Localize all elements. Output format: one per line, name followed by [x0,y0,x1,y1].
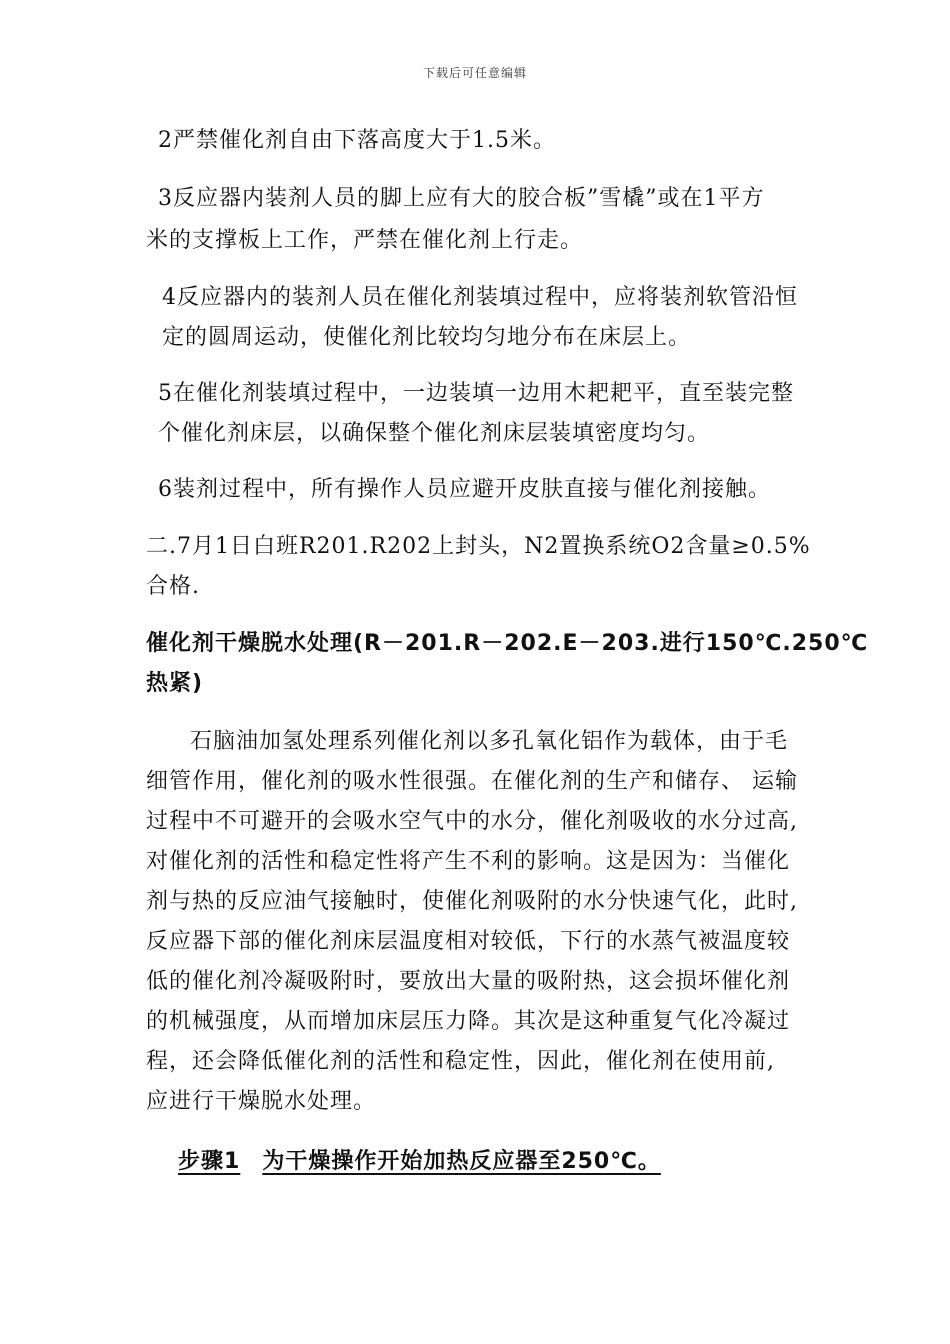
step-text: 为干燥操作开始加热反应器至250℃。 [262,1149,661,1174]
list-item-3-line-2: 米的支撑板上工作，严禁在催化剂上行走。 [146,228,584,253]
paragraph-line-2: 细管作用，催化剂的吸水性很强。在催化剂的生产和储存、 运输 [146,769,798,794]
list-item-5-line-1: 5在催化剂装填过程中，一边装填一边用木耙耙平，直至装完整 [158,381,794,406]
paragraph-line-7: 低的催化剂冷凝吸附时，要放出大量的吸附热，这会损坏催化剂 [146,969,791,994]
list-item-3-line-1: 3反应器内装剂人员的脚上应有大的胶合板”雪橇”或在1平方 [158,186,765,211]
list-item-4-line-1: 4反应器内的装剂人员在催化剂装填过程中，应将装剂软管沿恒 [162,285,798,310]
paragraph-line-10: 应进行干燥脱水处理。 [146,1089,377,1114]
section-two-line-2: 合格. [146,574,200,599]
section-two-line-1: 二.7月1日白班R201.R202上封头，N2置换系统O2含量≥0.5% [146,534,811,559]
paragraph-line-8: 的机械强度，从而增加床层压力降。其次是这种重复气化冷凝过 [146,1009,791,1034]
section-heading-line-1: 催化剂干燥脱水处理(R－201.R－202.E－203.进行150℃.250℃ [146,631,869,656]
paragraph-line-9: 程，还会降低催化剂的活性和稳定性，因此，催化剂在使用前, [146,1049,775,1074]
list-item-5-line-2: 个催化剂床层，以确保整个催化剂床层装填密度均匀。 [158,421,711,446]
page-header: 下载后可任意编辑 [422,66,527,80]
paragraph-line-6: 反应器下部的催化剂床层温度相对较低，下行的水蒸气被温度较 [146,929,791,954]
paragraph-line-1: 石脑油加氢处理系列催化剂以多孔氧化铝作为载体，由于毛 [190,729,789,754]
paragraph-line-4: 对催化剂的活性和稳定性将产生不利的影响。这是因为：当催化 [146,849,791,874]
list-item-4-line-2: 定的圆周运动，使催化剂比较均匀地分布在床层上。 [162,325,692,350]
paragraph-line-3: 过程中不可避开的会吸水空气中的水分，催化剂吸收的水分过高, [146,809,798,834]
step-heading [178,1144,661,1175]
step-label: 步骤1 [178,1149,241,1174]
paragraph-line-5: 剂与热的反应油气接触时，使催化剂吸附的水分快速气化，此时, [146,889,798,914]
section-heading-line-2: 热紧) [146,671,204,696]
list-item-2: 2严禁催化剂自由下落高度大于1.5米。 [158,128,556,153]
list-item-6: 6装剂过程中，所有操作人员应避开皮肤直接与催化剂接触。 [158,477,771,502]
